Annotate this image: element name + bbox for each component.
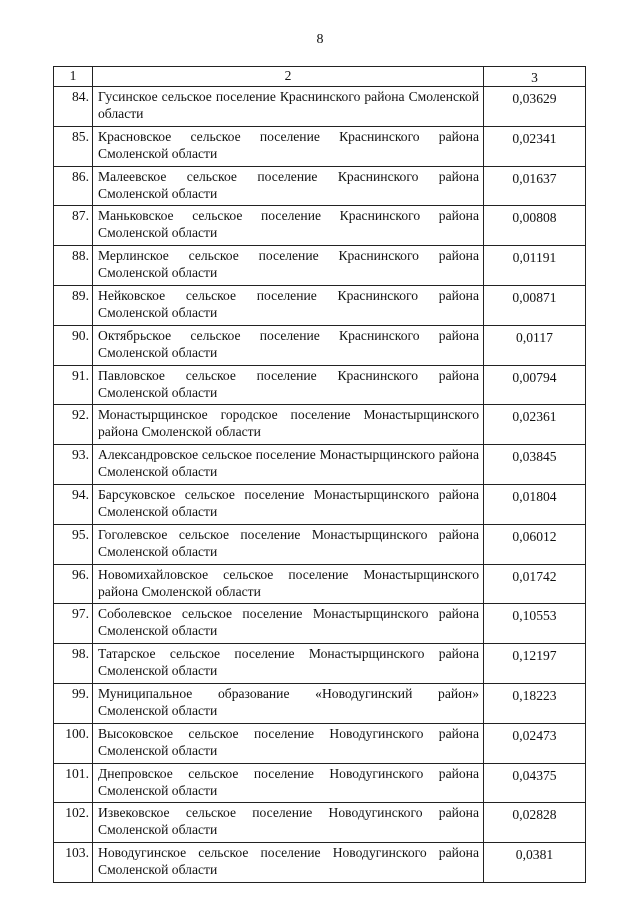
row-number: 98.	[54, 644, 93, 684]
row-number: 102.	[54, 803, 93, 843]
settlement-name: Барсуковское сельское поселение Монастырщинского района Смоленской области	[93, 484, 484, 524]
coefficient-value: 0,10553	[484, 604, 586, 644]
table-row	[54, 445, 586, 485]
coefficient-value: 0,01804	[484, 484, 586, 524]
row-number: 91.	[54, 365, 93, 405]
table-row	[54, 644, 586, 684]
table-row	[54, 803, 586, 843]
coefficient-value: 0,0117	[484, 325, 586, 365]
coefficient-value: 0,02341	[484, 126, 586, 166]
table-row	[54, 484, 586, 524]
row-number: 84.	[54, 87, 93, 127]
coefficient-value: 0,03845	[484, 445, 586, 485]
row-number: 89.	[54, 285, 93, 325]
settlement-name: Монастырщинское городское поселение Монастырщинского района Смоленской области	[93, 405, 484, 445]
table-row	[54, 325, 586, 365]
coefficient-value: 0,00808	[484, 206, 586, 246]
table-row	[54, 843, 586, 883]
settlement-name: Татарское сельское поселение Монастырщинского района Смоленской области	[93, 644, 484, 684]
coefficient-value: 0,02361	[484, 405, 586, 445]
settlement-name: Малеевское сельское поселение Краснинского района Смоленской области	[93, 166, 484, 206]
table-row	[54, 246, 586, 286]
table-row	[54, 206, 586, 246]
coefficient-value: 0,00871	[484, 285, 586, 325]
coefficient-value: 0,0381	[484, 843, 586, 883]
coefficient-value: 0,02473	[484, 723, 586, 763]
row-number: 88.	[54, 246, 93, 286]
settlement-name: Мерлинское сельское поселение Краснинского района Смоленской области	[93, 246, 484, 286]
allocation-table	[53, 66, 586, 883]
settlement-name: Днепровское сельское поселение Новодугинского района Смоленской области	[93, 763, 484, 803]
row-number: 92.	[54, 405, 93, 445]
row-number: 101.	[54, 763, 93, 803]
table-row	[54, 683, 586, 723]
table-row	[54, 604, 586, 644]
settlement-name: Соболевское сельское поселение Монастырщинского района Смоленской области	[93, 604, 484, 644]
row-number: 96.	[54, 564, 93, 604]
coefficient-value: 0,01742	[484, 564, 586, 604]
table-row	[54, 365, 586, 405]
settlement-name: Александровское сельское поселение Монастырщинского района Смоленской области	[93, 445, 484, 485]
row-number: 85.	[54, 126, 93, 166]
settlement-name: Муниципальное образование «Новодугинский район» Смоленской области	[93, 683, 484, 723]
row-number: 99.	[54, 683, 93, 723]
row-number: 93.	[54, 445, 93, 485]
settlement-name: Нейковское сельское поселение Краснинского района Смоленской области	[93, 285, 484, 325]
coefficient-value: 0,04375	[484, 763, 586, 803]
settlement-name: Гоголевское сельское поселение Монастырщинского района Смоленской области	[93, 524, 484, 564]
settlement-name: Высоковское сельское поселение Новодугинского района Смоленской области	[93, 723, 484, 763]
coefficient-value: 0,03629	[484, 87, 586, 127]
table-row	[54, 763, 586, 803]
row-number: 86.	[54, 166, 93, 206]
row-number: 103.	[54, 843, 93, 883]
table-row	[54, 564, 586, 604]
settlement-name: Извековское сельское поселение Новодугинского района Смоленской области	[93, 803, 484, 843]
table-row	[54, 285, 586, 325]
settlement-name: Красновское сельское поселение Краснинского района Смоленской области	[93, 126, 484, 166]
table-row	[54, 87, 586, 127]
coefficient-value: 0,06012	[484, 524, 586, 564]
table-row	[54, 405, 586, 445]
coefficient-value: 0,02828	[484, 803, 586, 843]
row-number: 87.	[54, 206, 93, 246]
column-header-3: 3	[484, 67, 586, 87]
coefficient-value: 0,01637	[484, 166, 586, 206]
row-number: 94.	[54, 484, 93, 524]
column-header-2: 2	[93, 67, 484, 87]
table-row	[54, 166, 586, 206]
table-row	[54, 524, 586, 564]
table-row	[54, 126, 586, 166]
table-header-row	[54, 67, 586, 87]
coefficient-value: 0,00794	[484, 365, 586, 405]
coefficient-value: 0,01191	[484, 246, 586, 286]
settlement-name: Гусинское сельское поселение Краснинского района Смоленской области	[93, 87, 484, 127]
settlement-name: Павловское сельское поселение Краснинского района Смоленской области	[93, 365, 484, 405]
column-header-1: 1	[54, 67, 93, 87]
coefficient-value: 0,18223	[484, 683, 586, 723]
settlement-name: Маньковское сельское поселение Краснинского района Смоленской области	[93, 206, 484, 246]
coefficient-value: 0,12197	[484, 644, 586, 684]
settlement-name: Новомихайловское сельское поселение Монастырщинского района Смоленской области	[93, 564, 484, 604]
row-number: 100.	[54, 723, 93, 763]
settlement-name: Новодугинское сельское поселение Новодугинского района Смоленской области	[93, 843, 484, 883]
table-row	[54, 723, 586, 763]
row-number: 97.	[54, 604, 93, 644]
row-number: 95.	[54, 524, 93, 564]
settlement-name: Октябрьское сельское поселение Краснинского района Смоленской области	[93, 325, 484, 365]
page-number: 8	[316, 32, 324, 47]
row-number: 90.	[54, 325, 93, 365]
